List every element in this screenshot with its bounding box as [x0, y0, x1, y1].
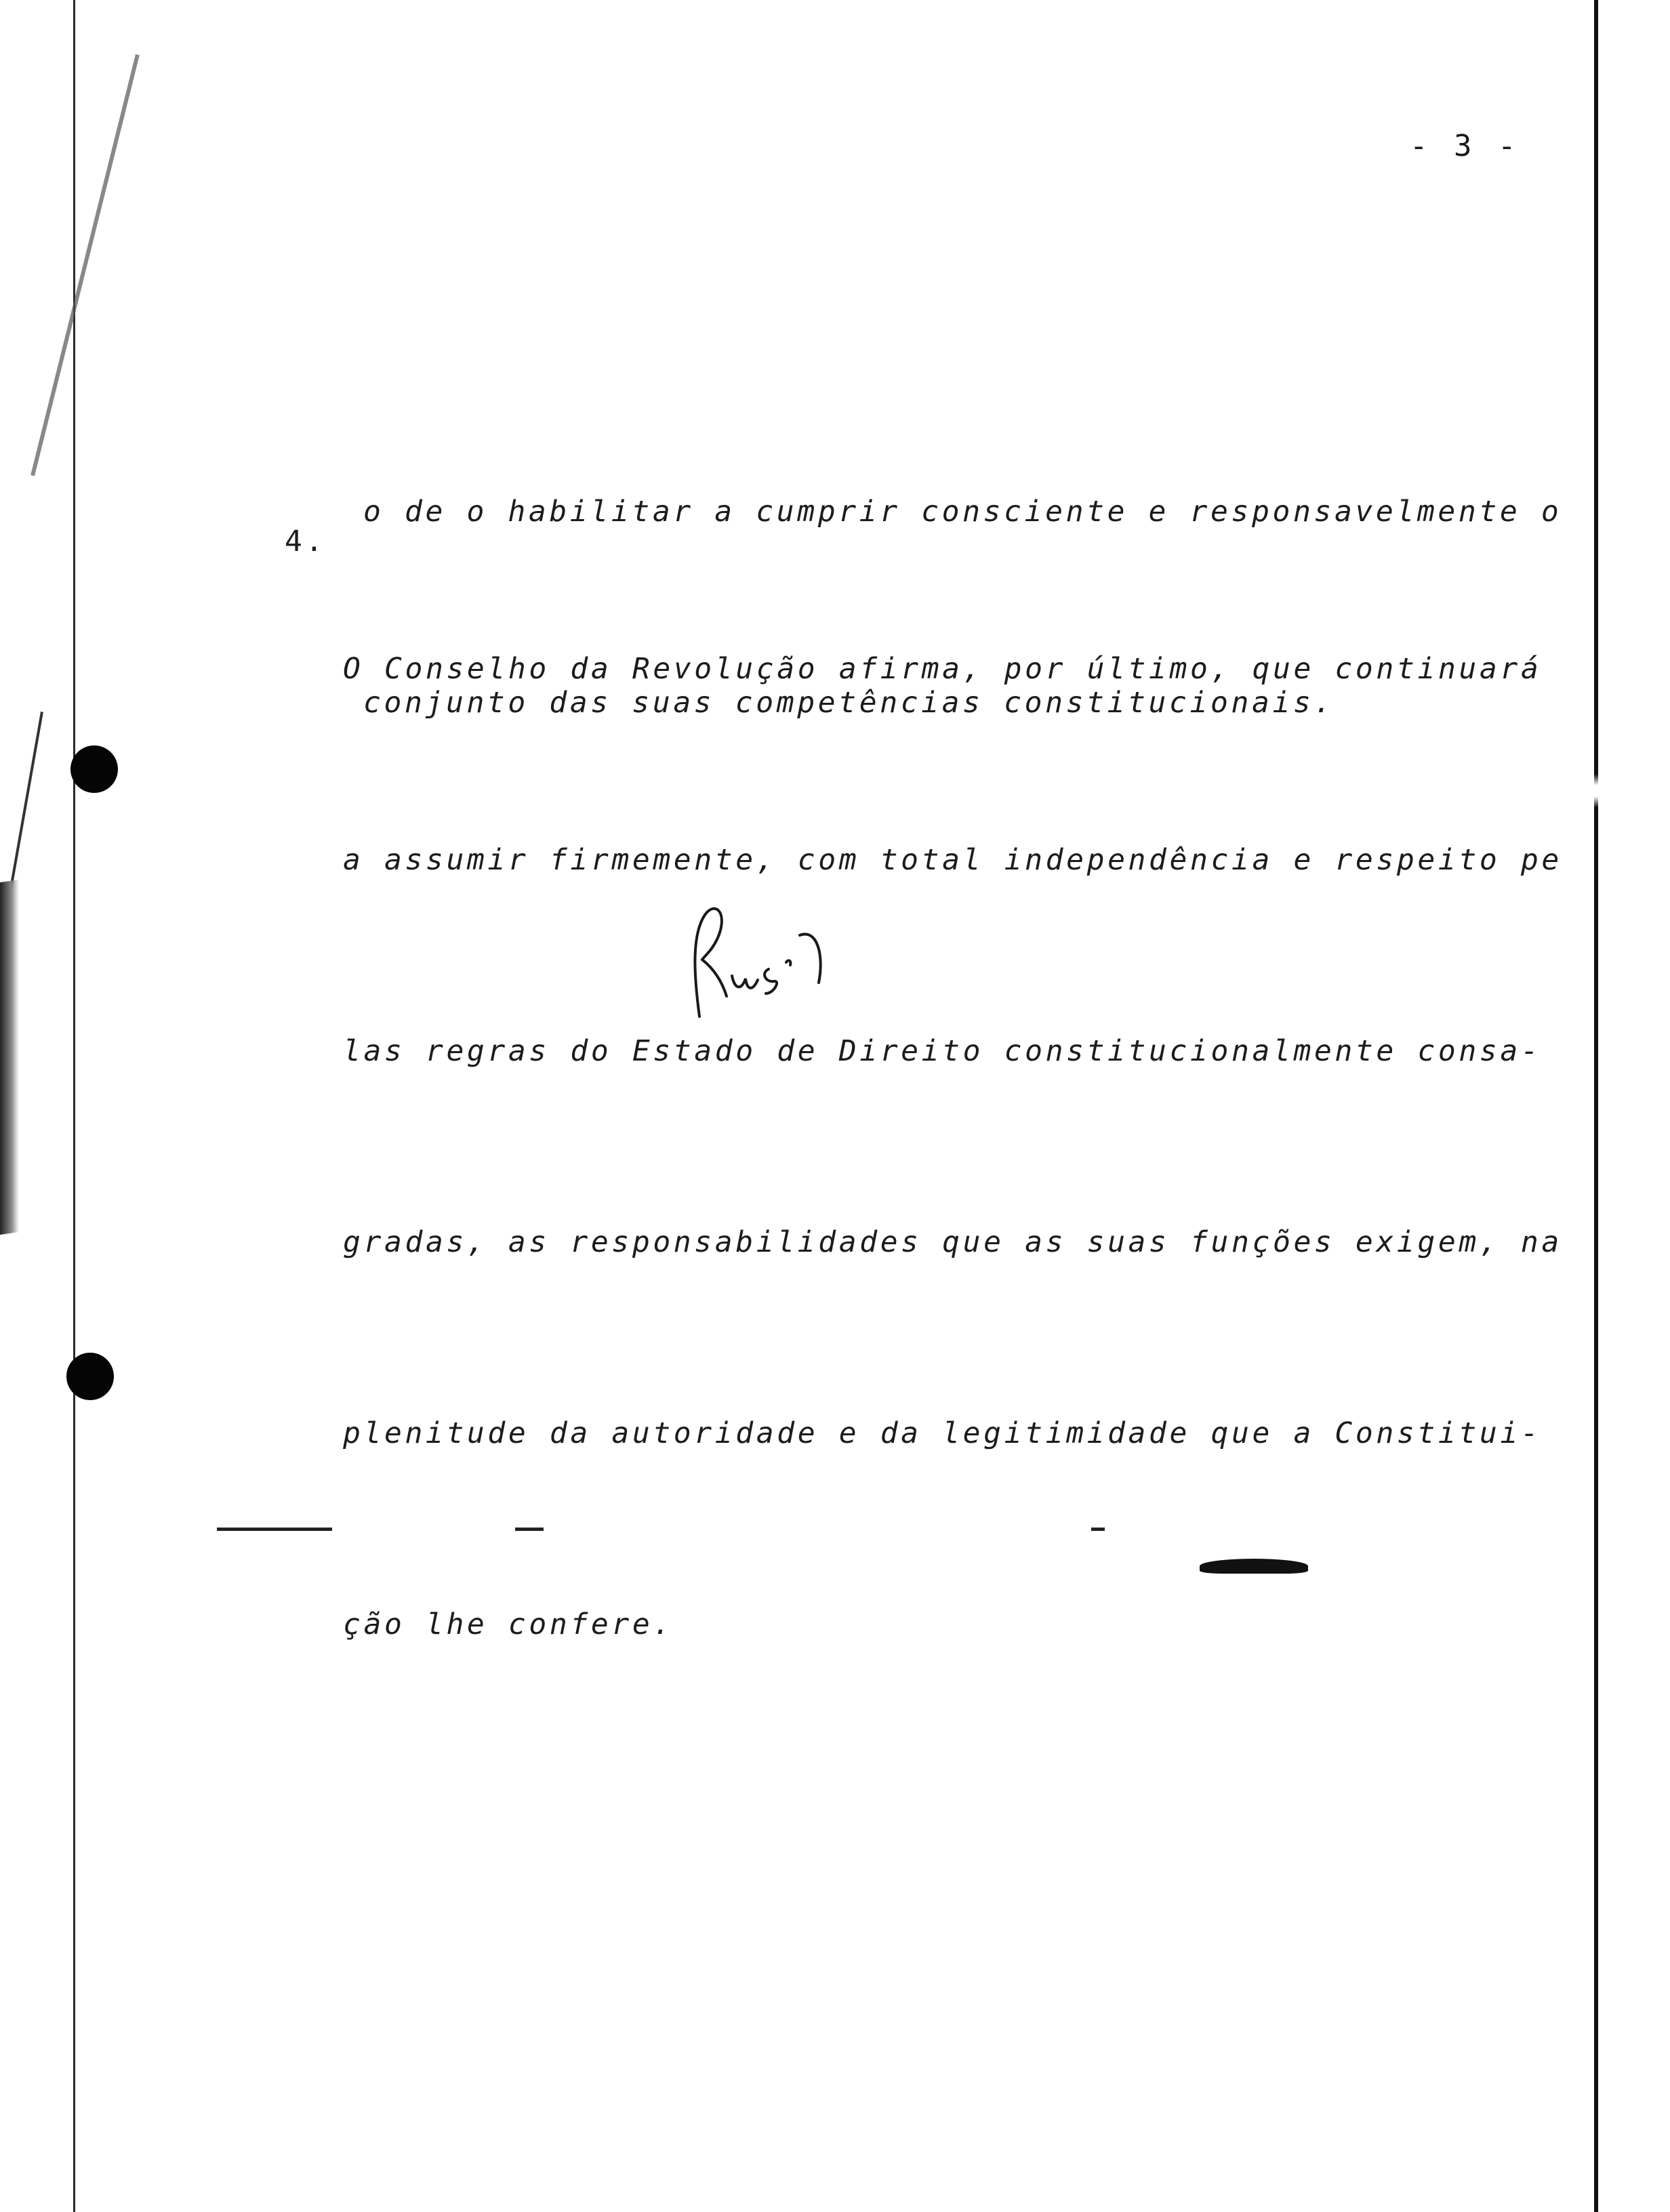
text-line: plenitude da autoridade e da legitimidade que a Constitui-: [343, 1416, 1542, 1450]
scan-edge-line: [73, 0, 75, 2212]
scan-edge-line-right: [1594, 0, 1598, 2212]
text-line: gradas, as responsabilidades que as suas funções exigem, na: [343, 1225, 1562, 1259]
page-number: - 3 -: [1410, 129, 1520, 163]
item-number: 4.: [285, 525, 326, 558]
scan-scratch: [30, 54, 140, 476]
text-line: ção lhe confere.: [343, 1607, 674, 1641]
text-line: O Conselho da Revolução afirma, por último, que continuará: [343, 652, 1542, 686]
scan-smudge: [0, 880, 19, 1235]
text-line: las regras do Estado de Direito constitucionalmente consa-: [343, 1034, 1542, 1068]
text-line: a assumir firmemente, com total independência e respeito pe: [343, 843, 1562, 877]
punch-hole: [66, 1353, 114, 1400]
text-line: conjunto das suas competências constitucionais.: [363, 686, 1335, 720]
text-line: o de o habilitar a cumprir consciente e responsavelmente o: [363, 495, 1562, 529]
paragraph-item-4: [343, 510, 1562, 1784]
punch-hole: [70, 745, 118, 793]
fold-mark: [217, 1528, 332, 1531]
handwritten-signature: [685, 895, 834, 1030]
